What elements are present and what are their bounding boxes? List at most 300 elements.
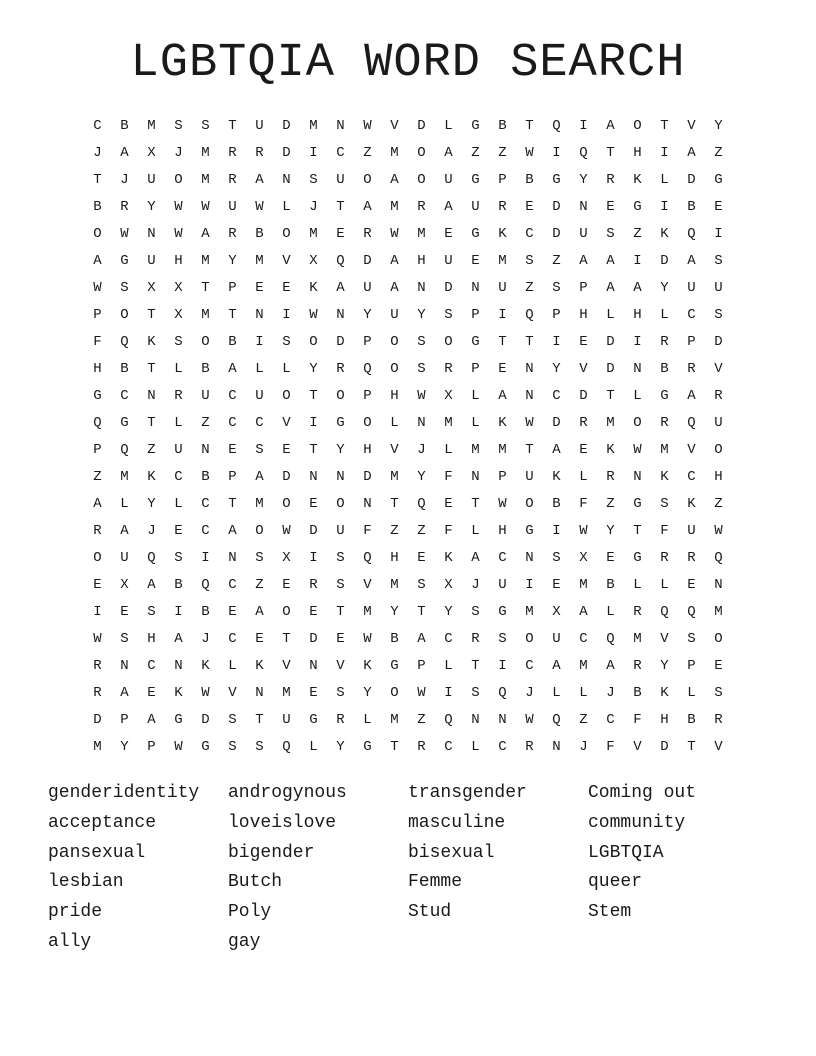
- grid-letter: C: [228, 415, 237, 431]
- grid-letter: K: [633, 172, 642, 188]
- grid-letter: O: [282, 388, 291, 404]
- grid-letter: Z: [417, 712, 426, 728]
- grid-letter: X: [579, 550, 588, 566]
- grid-letter: O: [390, 361, 399, 377]
- grid-letter: R: [309, 577, 318, 593]
- grid-letter: O: [417, 172, 426, 188]
- grid-row: [84, 168, 732, 195]
- grid-letter: O: [525, 631, 534, 647]
- grid-letter: I: [633, 253, 642, 269]
- grid-letter: K: [660, 685, 669, 701]
- grid-letter: D: [552, 226, 561, 242]
- grid-letter: W: [363, 631, 372, 647]
- grid-letter: M: [390, 712, 399, 728]
- word-list-item: Coming out: [588, 783, 697, 803]
- grid-letter: C: [498, 550, 507, 566]
- grid-letter: F: [579, 496, 588, 512]
- grid-letter: Y: [417, 469, 426, 485]
- word-list-item: androgynous: [228, 783, 347, 803]
- grid-letter: S: [417, 577, 426, 593]
- grid-letter: U: [255, 388, 264, 404]
- grid-letter: C: [336, 145, 345, 161]
- grid-letter: A: [336, 280, 345, 296]
- grid-letter: N: [471, 280, 480, 296]
- grid-row: [84, 249, 732, 276]
- grid-letter: P: [552, 307, 561, 323]
- grid-letter: L: [471, 523, 480, 539]
- grid-letter: Y: [660, 280, 669, 296]
- grid-letter: Z: [201, 415, 210, 431]
- grid-letter: K: [174, 685, 183, 701]
- grid-letter: M: [390, 145, 399, 161]
- grid-letter: U: [525, 469, 534, 485]
- grid-letter: L: [228, 658, 237, 674]
- grid-letter: H: [498, 523, 507, 539]
- grid-letter: B: [201, 604, 210, 620]
- grid-letter: O: [282, 604, 291, 620]
- grid-letter: A: [579, 604, 588, 620]
- grid-letter: A: [498, 388, 507, 404]
- grid-letter: O: [93, 550, 102, 566]
- grid-letter: Z: [579, 712, 588, 728]
- grid-letter: Z: [471, 145, 480, 161]
- grid-letter: G: [201, 739, 210, 755]
- grid-letter: W: [174, 199, 183, 215]
- grid-letter: N: [525, 388, 534, 404]
- grid-letter: S: [336, 577, 345, 593]
- grid-letter: S: [417, 334, 426, 350]
- grid-letter: U: [174, 442, 183, 458]
- grid-letter: C: [228, 631, 237, 647]
- grid-letter: N: [498, 712, 507, 728]
- grid-letter: M: [633, 631, 642, 647]
- grid-letter: A: [633, 280, 642, 296]
- grid-letter: O: [174, 172, 183, 188]
- grid-letter: T: [471, 658, 480, 674]
- grid-row: [84, 141, 732, 168]
- grid-letter: H: [579, 307, 588, 323]
- grid-letter: L: [660, 307, 669, 323]
- word-list-item: transgender: [408, 783, 527, 803]
- grid-letter: K: [687, 496, 696, 512]
- grid-letter: L: [282, 361, 291, 377]
- grid-letter: E: [417, 550, 426, 566]
- grid-letter: R: [660, 334, 669, 350]
- grid-letter: A: [120, 523, 129, 539]
- grid-letter: S: [552, 280, 561, 296]
- grid-letter: T: [525, 442, 534, 458]
- grid-letter: U: [120, 550, 129, 566]
- grid-letter: Y: [660, 658, 669, 674]
- grid-letter: K: [660, 226, 669, 242]
- grid-letter: A: [363, 199, 372, 215]
- grid-letter: D: [417, 118, 426, 134]
- grid-letter: L: [633, 388, 642, 404]
- grid-letter: C: [552, 388, 561, 404]
- grid-letter: M: [390, 577, 399, 593]
- grid-letter: O: [120, 307, 129, 323]
- grid-letter: D: [660, 739, 669, 755]
- grid-letter: S: [255, 739, 264, 755]
- grid-letter: A: [552, 658, 561, 674]
- grid-letter: D: [282, 469, 291, 485]
- grid-letter: O: [93, 226, 102, 242]
- grid-letter: G: [309, 712, 318, 728]
- grid-letter: E: [282, 577, 291, 593]
- grid-letter: Q: [120, 334, 129, 350]
- grid-letter: U: [147, 253, 156, 269]
- grid-letter: K: [255, 658, 264, 674]
- grid-letter: S: [471, 685, 480, 701]
- grid-letter: R: [417, 739, 426, 755]
- word-list-item: lesbian: [48, 872, 124, 893]
- grid-letter: P: [228, 469, 237, 485]
- grid-letter: T: [606, 145, 615, 161]
- grid-letter: G: [471, 118, 480, 134]
- word-list-item: pride: [48, 902, 103, 923]
- grid-letter: Q: [120, 442, 129, 458]
- grid-letter: A: [606, 280, 615, 296]
- grid-letter: E: [309, 496, 318, 512]
- grid-letter: H: [93, 361, 102, 377]
- grid-letter: W: [255, 199, 264, 215]
- grid-letter: U: [147, 172, 156, 188]
- grid-letter: P: [579, 280, 588, 296]
- grid-row: [84, 708, 732, 735]
- grid-row: [84, 114, 732, 141]
- grid-letter: U: [363, 280, 372, 296]
- grid-letter: G: [471, 172, 480, 188]
- grid-letter: I: [309, 145, 318, 161]
- grid-letter: Q: [687, 604, 696, 620]
- grid-letter: U: [579, 226, 588, 242]
- grid-letter: W: [579, 523, 588, 539]
- grid-letter: W: [93, 280, 102, 296]
- grid-letter: R: [228, 145, 237, 161]
- grid-letter: L: [282, 199, 291, 215]
- grid-letter: H: [633, 145, 642, 161]
- grid-letter: R: [93, 685, 102, 701]
- grid-letter: R: [228, 172, 237, 188]
- grid-letter: S: [444, 307, 453, 323]
- grid-letter: O: [363, 415, 372, 431]
- grid-letter: A: [444, 145, 453, 161]
- grid-letter: E: [174, 523, 183, 539]
- grid-letter: V: [228, 685, 237, 701]
- grid-letter: L: [579, 685, 588, 701]
- word-list-item: genderidentity: [48, 783, 200, 803]
- grid-letter: W: [363, 118, 372, 134]
- grid-letter: M: [417, 226, 426, 242]
- word-list-item: ally: [48, 931, 92, 952]
- word-list-item: Stem: [588, 902, 632, 923]
- grid-letter: F: [606, 739, 615, 755]
- grid-letter: S: [498, 631, 507, 647]
- grid-letter: X: [174, 280, 183, 296]
- grid-letter: G: [390, 658, 399, 674]
- grid-letter: M: [147, 118, 156, 134]
- grid-letter: L: [633, 577, 642, 593]
- grid-letter: D: [552, 199, 561, 215]
- grid-letter: L: [687, 685, 696, 701]
- grid-letter: X: [309, 253, 318, 269]
- grid-letter: X: [147, 280, 156, 296]
- grid-letter: Q: [687, 226, 696, 242]
- word-list-item: queer: [588, 872, 643, 893]
- grid-letter: I: [498, 307, 507, 323]
- grid-letter: A: [255, 172, 264, 188]
- grid-letter: C: [228, 577, 237, 593]
- grid-letter: T: [93, 172, 102, 188]
- grid-letter: I: [174, 604, 183, 620]
- grid-letter: A: [93, 253, 102, 269]
- grid-letter: A: [390, 172, 399, 188]
- grid-letter: B: [687, 712, 696, 728]
- grid-letter: E: [228, 604, 237, 620]
- grid-letter: K: [363, 658, 372, 674]
- grid-letter: J: [120, 172, 129, 188]
- grid-letter: R: [336, 712, 345, 728]
- grid-row: [84, 411, 732, 438]
- grid-letter: T: [336, 199, 345, 215]
- grid-letter: Z: [633, 226, 642, 242]
- grid-letter: R: [660, 415, 669, 431]
- grid-letter: N: [633, 469, 642, 485]
- grid-letter: C: [174, 469, 183, 485]
- grid-letter: T: [417, 604, 426, 620]
- grid-letter: Q: [687, 415, 696, 431]
- grid-letter: V: [363, 577, 372, 593]
- grid-letter: Z: [606, 496, 615, 512]
- grid-letter: P: [120, 712, 129, 728]
- grid-letter: C: [201, 496, 210, 512]
- grid-letter: P: [471, 307, 480, 323]
- grid-letter: S: [309, 172, 318, 188]
- grid-letter: D: [606, 361, 615, 377]
- grid-letter: A: [255, 469, 264, 485]
- grid-letter: D: [687, 172, 696, 188]
- grid-letter: C: [525, 658, 534, 674]
- grid-letter: B: [525, 172, 534, 188]
- grid-letter: A: [579, 253, 588, 269]
- grid-letter: N: [336, 118, 345, 134]
- grid-letter: T: [228, 307, 237, 323]
- grid-letter: U: [282, 712, 291, 728]
- word-list-item: Poly: [228, 902, 272, 923]
- grid-letter: U: [336, 523, 345, 539]
- grid-letter: S: [336, 685, 345, 701]
- grid-letter: Q: [498, 685, 507, 701]
- grid-letter: A: [390, 280, 399, 296]
- grid-letter: C: [147, 658, 156, 674]
- grid-letter: F: [93, 334, 102, 350]
- grid-letter: C: [93, 118, 102, 134]
- grid-letter: M: [120, 469, 129, 485]
- grid-letter: B: [390, 631, 399, 647]
- grid-letter: T: [255, 712, 264, 728]
- grid-letter: G: [660, 388, 669, 404]
- grid-letter: T: [336, 604, 345, 620]
- grid-letter: C: [444, 631, 453, 647]
- grid-letter: R: [228, 226, 237, 242]
- grid-letter: D: [201, 712, 210, 728]
- grid-letter: R: [714, 712, 723, 728]
- grid-letter: I: [201, 550, 210, 566]
- grid-letter: X: [282, 550, 291, 566]
- grid-letter: O: [390, 685, 399, 701]
- grid-letter: Y: [228, 253, 237, 269]
- word-list-item: loveislove: [228, 812, 337, 833]
- grid-row: [84, 600, 732, 627]
- page-title: LGBTQIA WORD SEARCH: [130, 37, 686, 90]
- grid-letter: N: [552, 739, 561, 755]
- grid-letter: Q: [444, 712, 453, 728]
- grid-letter: E: [282, 280, 291, 296]
- grid-letter: P: [228, 280, 237, 296]
- grid-letter: M: [309, 118, 318, 134]
- grid-letter: Q: [714, 550, 723, 566]
- grid-letter: U: [687, 523, 696, 539]
- grid-letter: C: [120, 388, 129, 404]
- grid-letter: E: [471, 253, 480, 269]
- grid-letter: S: [336, 550, 345, 566]
- grid-letter: Z: [147, 442, 156, 458]
- grid-letter: Q: [201, 577, 210, 593]
- grid-letter: W: [93, 631, 102, 647]
- grid-letter: W: [714, 523, 723, 539]
- grid-letter: T: [606, 388, 615, 404]
- grid-letter: R: [120, 199, 129, 215]
- grid-letter: V: [633, 739, 642, 755]
- grid-letter: F: [444, 523, 453, 539]
- grid-letter: Y: [444, 604, 453, 620]
- grid-letter: B: [120, 118, 129, 134]
- grid-letter: S: [255, 442, 264, 458]
- grid-letter: L: [552, 685, 561, 701]
- grid-letter: P: [93, 307, 102, 323]
- grid-letter: N: [633, 361, 642, 377]
- grid-letter: D: [444, 280, 453, 296]
- grid-letter: A: [147, 712, 156, 728]
- grid-row: [84, 627, 732, 654]
- grid-letter: M: [498, 253, 507, 269]
- word-list-item: acceptance: [48, 812, 157, 833]
- grid-letter: H: [417, 253, 426, 269]
- grid-letter: H: [147, 631, 156, 647]
- grid-letter: R: [633, 658, 642, 674]
- grid-letter: P: [498, 469, 507, 485]
- grid-letter: X: [552, 604, 561, 620]
- grid-letter: E: [147, 685, 156, 701]
- grid-letter: K: [201, 658, 210, 674]
- grid-letter: Y: [309, 361, 318, 377]
- grid-letter: R: [255, 145, 264, 161]
- grid-letter: G: [552, 172, 561, 188]
- grid-letter: O: [444, 334, 453, 350]
- grid-letter: S: [120, 631, 129, 647]
- grid-letter: R: [471, 631, 480, 647]
- grid-letter: Z: [255, 577, 264, 593]
- grid-letter: Z: [363, 145, 372, 161]
- grid-letter: L: [444, 658, 453, 674]
- grid-letter: P: [417, 658, 426, 674]
- grid-letter: I: [552, 334, 561, 350]
- grid-letter: X: [444, 388, 453, 404]
- grid-letter: C: [228, 388, 237, 404]
- grid-letter: W: [498, 496, 507, 512]
- grid-letter: M: [201, 253, 210, 269]
- grid-letter: Z: [498, 145, 507, 161]
- grid-letter: J: [174, 145, 183, 161]
- grid-letter: B: [174, 577, 183, 593]
- grid-letter: B: [201, 469, 210, 485]
- grid-letter: A: [228, 523, 237, 539]
- grid-letter: Q: [579, 145, 588, 161]
- grid-letter: O: [714, 442, 723, 458]
- grid-letter: D: [336, 334, 345, 350]
- grid-letter: I: [282, 307, 291, 323]
- grid-letter: W: [120, 226, 129, 242]
- grid-letter: I: [633, 334, 642, 350]
- grid-letter: M: [255, 496, 264, 512]
- grid-letter: D: [93, 712, 102, 728]
- grid-letter: L: [120, 496, 129, 512]
- grid-letter: N: [282, 172, 291, 188]
- grid-letter: G: [714, 172, 723, 188]
- word-list-item: pansexual: [48, 842, 146, 863]
- grid-letter: U: [201, 388, 210, 404]
- grid-letter: V: [579, 361, 588, 377]
- grid-row: [84, 222, 732, 249]
- grid-letter: A: [147, 577, 156, 593]
- grid-letter: K: [660, 469, 669, 485]
- grid-letter: Q: [93, 415, 102, 431]
- grid-letter: A: [444, 199, 453, 215]
- grid-letter: R: [606, 469, 615, 485]
- grid-letter: A: [417, 631, 426, 647]
- grid-letter: R: [93, 658, 102, 674]
- grid-letter: W: [174, 226, 183, 242]
- grid-letter: G: [525, 523, 534, 539]
- grid-letter: C: [201, 523, 210, 539]
- grid-row: [84, 735, 732, 762]
- grid-letter: S: [174, 334, 183, 350]
- grid-letter: V: [687, 442, 696, 458]
- grid-letter: M: [201, 145, 210, 161]
- grid-letter: F: [633, 712, 642, 728]
- word-list: [48, 779, 768, 958]
- grid-letter: P: [687, 334, 696, 350]
- grid-letter: K: [147, 469, 156, 485]
- grid-letter: Z: [93, 469, 102, 485]
- grid-letter: S: [120, 280, 129, 296]
- grid-letter: D: [309, 631, 318, 647]
- grid-letter: V: [282, 415, 291, 431]
- grid-letter: W: [525, 415, 534, 431]
- grid-letter: N: [471, 469, 480, 485]
- grid-letter: S: [201, 118, 210, 134]
- grid-letter: A: [93, 496, 102, 512]
- grid-letter: A: [120, 145, 129, 161]
- grid-letter: K: [498, 415, 507, 431]
- grid-letter: B: [93, 199, 102, 215]
- grid-letter: A: [228, 361, 237, 377]
- grid-letter: E: [525, 199, 534, 215]
- grid-letter: D: [282, 145, 291, 161]
- grid-letter: L: [174, 496, 183, 512]
- grid-letter: W: [201, 685, 210, 701]
- grid-letter: U: [228, 199, 237, 215]
